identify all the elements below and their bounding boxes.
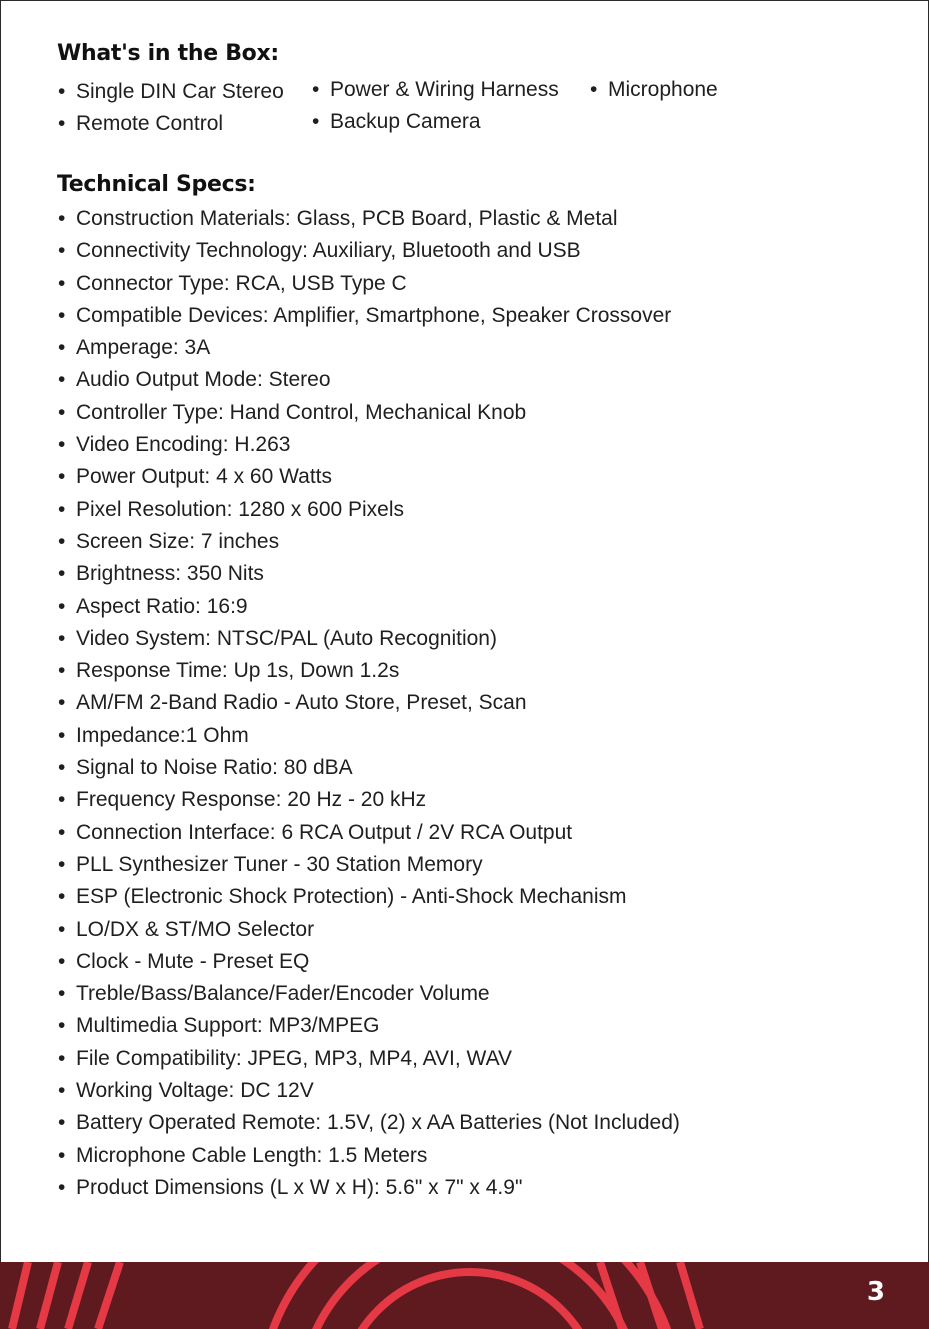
spec-item: • Working Voltage: DC 12V: [58, 1079, 314, 1103]
spec-item: • Connector Type: RCA, USB Type C: [58, 271, 407, 295]
spec-item: • Compatible Devices: Amplifier, Smartphone, Speaker Crossover: [58, 303, 672, 327]
technical-specs-list: [58, 203, 680, 1204]
box-item: • Microphone: [590, 78, 718, 101]
whats-in-box-heading: What's in the Box:: [57, 41, 279, 66]
spec-item: • Amperage: 3A: [58, 336, 211, 360]
spec-item: • AM/FM 2-Band Radio - Auto Store, Preset, Scan: [58, 691, 527, 715]
spec-item: • Frequency Response: 20 Hz - 20 kHz: [58, 788, 427, 812]
spec-item: • Response Time: Up 1s, Down 1.2s: [58, 659, 400, 683]
spec-item: • Pixel Resolution: 1280 x 600 Pixels: [58, 497, 405, 521]
spec-item: • Video Encoding: H.263: [58, 433, 291, 457]
spec-item: • Treble/Bass/Balance/Fader/Encoder Volume: [58, 982, 490, 1006]
spec-item: • Screen Size: 7 inches: [58, 529, 280, 553]
spec-item: • Connection Interface: 6 RCA Output / 2V RCA Output: [58, 820, 573, 844]
spec-item: • LO/DX & ST/MO Selector: [58, 917, 315, 941]
spec-item: • Controller Type: Hand Control, Mechanical Knob: [58, 400, 527, 424]
spec-item: • File Compatibility: JPEG, MP3, MP4, AVI, WAV: [58, 1046, 513, 1070]
spec-item: • ESP (Electronic Shock Protection) - Anti-Shock Mechanism: [58, 885, 627, 909]
spec-item: • Impedance:1 Ohm: [58, 723, 249, 747]
box-item: • Remote Control: [58, 112, 224, 135]
spec-item: • Brightness: 350 Nits: [58, 562, 264, 586]
spec-item: • Battery Operated Remote: 1.5V, (2) x AA Batteries (Not Included): [58, 1111, 680, 1135]
spec-item: • Microphone Cable Length: 1.5 Meters: [58, 1143, 428, 1167]
box-contents-list: [0, 76, 929, 146]
spec-item: • Product Dimensions (L x W x H): 5.6" x 7" x 4.9": [58, 1175, 523, 1199]
spec-item: • Video System: NTSC/PAL (Auto Recognition): [58, 626, 497, 650]
page-number: 3: [866, 1277, 885, 1307]
footer-stripes-graphic: [0, 1262, 929, 1329]
spec-item: • Clock - Mute - Preset EQ: [58, 949, 310, 973]
box-item: • Power & Wiring Harness: [312, 78, 559, 101]
spec-item: • Connectivity Technology: Auxiliary, Bluetooth and USB: [58, 239, 581, 263]
spec-item: • Audio Output Mode: Stereo: [58, 368, 331, 392]
spec-item: • Multimedia Support: MP3/MPEG: [58, 1014, 380, 1038]
spec-item: • Construction Materials: Glass, PCB Board, Plastic & Metal: [58, 207, 618, 230]
footer-band: [0, 1262, 929, 1329]
spec-item: • Power Output: 4 x 60 Watts: [58, 465, 332, 489]
box-item: • Backup Camera: [312, 110, 481, 133]
technical-specs-heading: Technical Specs:: [57, 172, 256, 197]
box-item: • Single DIN Car Stereo: [58, 80, 284, 103]
spec-item: • PLL Synthesizer Tuner - 30 Station Memory: [58, 852, 483, 876]
spec-item: • Aspect Ratio: 16:9: [58, 594, 248, 618]
spec-item: • Signal to Noise Ratio: 80 dBA: [58, 756, 353, 780]
